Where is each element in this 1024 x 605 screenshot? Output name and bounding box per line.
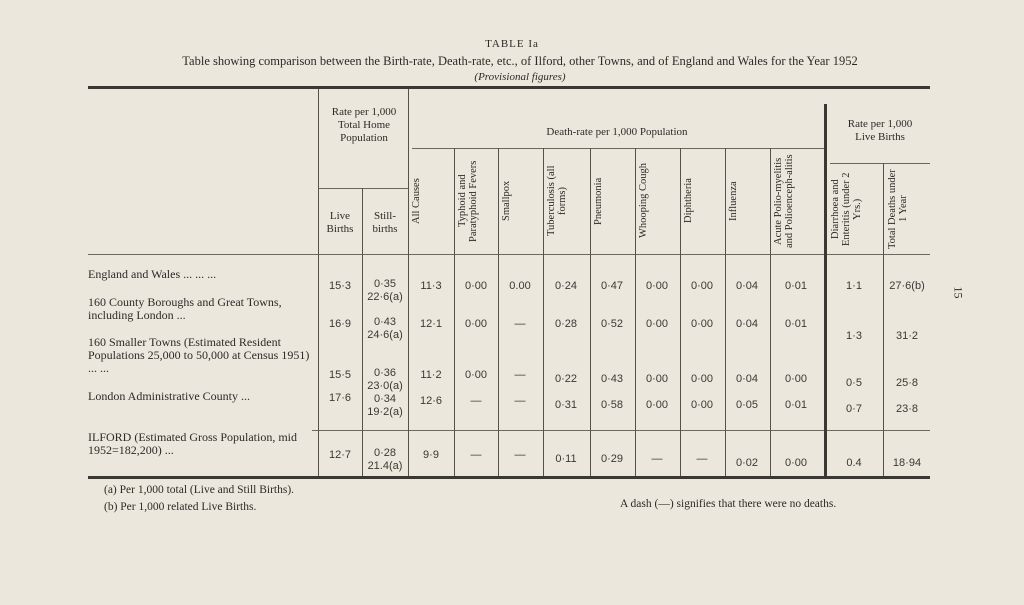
row-label-london: London Administrative County ... <box>88 389 250 403</box>
table-cell: 0·36 <box>373 367 397 379</box>
table-cell: 0·43 <box>600 373 624 385</box>
col-line <box>680 148 681 476</box>
table-cell: 23·0(a) <box>367 380 403 392</box>
table-cell: 31·2 <box>895 330 919 342</box>
table-cell: 27·6(b) <box>889 280 925 292</box>
table-cell: 0·04 <box>735 373 759 385</box>
table-cell: — <box>651 453 663 465</box>
table-cell: 0·00 <box>690 399 714 411</box>
col-line <box>590 148 591 476</box>
row-label-england: England and Wales ... ... ... <box>88 267 217 281</box>
table-cell: 0.4 <box>846 457 862 469</box>
table-cell: 0·35 <box>373 278 397 290</box>
table-cell: 17·6 <box>328 392 352 404</box>
col-line-bold <box>824 104 827 476</box>
group-rule-births <box>830 163 930 164</box>
table-cell: 16·9 <box>328 318 352 330</box>
col-line <box>543 148 544 476</box>
table-cell: 0.00 <box>509 280 531 292</box>
row-label-smaller-towns: 160 Smaller Towns (Estimated Resident Populations 25,000 to 50,000 at Census 1951) ... ... <box>88 335 310 375</box>
group-rule-pop <box>318 188 408 189</box>
col-tuberculosis: Tuberculosis (all forms) <box>546 165 568 237</box>
table-cell: 0·7 <box>846 403 862 415</box>
top-rule <box>88 86 930 89</box>
table-cell: 0·28 <box>373 447 397 459</box>
table-cell: 12·7 <box>328 449 352 461</box>
page-number: 15 <box>951 286 966 299</box>
col-whooping: Whooping Cough <box>638 163 649 239</box>
table-cell: 19·2(a) <box>367 406 403 418</box>
table-cell: 0·00 <box>784 457 808 469</box>
table-cell: 0·00 <box>645 399 669 411</box>
bottom-rule <box>88 476 930 479</box>
table-cell: — <box>470 449 482 461</box>
col-line <box>770 148 771 476</box>
table-title: TABLE Ia <box>485 38 539 50</box>
group-rate-live-births: Rate per 1,000 Live Births <box>847 118 913 143</box>
table-cell: 0·01 <box>784 399 808 411</box>
table-cell: 15·3 <box>328 280 352 292</box>
table-cell: 0·00 <box>464 280 488 292</box>
table-cell: 0·00 <box>464 318 488 330</box>
table-cell: — <box>514 369 526 381</box>
col-diphtheria: Diphtheria <box>683 178 694 224</box>
table-cell: 0·52 <box>600 318 624 330</box>
table-cell: 0·02 <box>735 457 759 469</box>
table-cell: 21.4(a) <box>367 460 403 472</box>
table-cell: — <box>514 318 526 330</box>
row-label-ilford: ILFORD (Estimated Gross Population, mid 1952=182,200) ... <box>88 430 297 457</box>
table-cell: 0·24 <box>554 280 578 292</box>
col-polio: Acute Polio-myelitis and Polioenceph-alitis <box>773 154 795 248</box>
col-line <box>454 148 455 476</box>
table-cell: 18·94 <box>892 457 922 469</box>
col-line <box>725 148 726 476</box>
table-cell: — <box>514 395 526 407</box>
table-cell: 12·1 <box>419 318 443 330</box>
row-label-county-boroughs: 160 County Boroughs and Great Towns, including London ... <box>88 295 282 322</box>
table-cell: 0·34 <box>373 393 397 405</box>
table-cell: — <box>470 395 482 407</box>
table-cell: 0·01 <box>784 280 808 292</box>
table-cell: 23·8 <box>895 403 919 415</box>
table-cell: 0·29 <box>600 453 624 465</box>
col-still-births: Still-births <box>372 210 398 235</box>
table-cell: 0·11 <box>555 453 577 465</box>
header-rule <box>88 254 930 255</box>
table-cell: 12·6 <box>419 395 443 407</box>
col-diarrhoea: Diarrhoea and Enteritis (under 2 Yrs.) <box>830 172 863 246</box>
col-all-causes: All Causes <box>411 178 422 224</box>
table-cell: — <box>514 449 526 461</box>
footnote-dash: A dash (—) signifies that there were no deaths. <box>620 498 837 510</box>
table-cell: 0·00 <box>645 318 669 330</box>
col-infant: Total Deaths under 1 Year <box>887 169 909 249</box>
table-cell: 9·9 <box>423 449 439 461</box>
col-line <box>498 148 499 476</box>
table-cell: 24·6(a) <box>367 329 403 341</box>
ilford-rule <box>312 430 930 431</box>
footnote-a: (a) Per 1,000 total (Live and Still Births). <box>104 484 295 496</box>
table-cell: 0·47 <box>600 280 624 292</box>
table-cell: 0·22 <box>554 373 578 385</box>
table-cell: 15·5 <box>328 369 352 381</box>
col-line <box>635 148 636 476</box>
table-cell: 0·00 <box>690 280 714 292</box>
table-cell: 0·00 <box>645 280 669 292</box>
table-cell: 0·04 <box>735 280 759 292</box>
table-cell: 22·6(a) <box>367 291 403 303</box>
table-cell: 11·2 <box>420 369 442 381</box>
table-cell: 0·04 <box>735 318 759 330</box>
provisional-note: (Provisional figures) <box>474 71 566 83</box>
table-cell: 11·3 <box>420 280 442 292</box>
table-cell: 0·00 <box>464 369 488 381</box>
table-cell: 0·00 <box>784 373 808 385</box>
table-cell: 25·8 <box>895 377 919 389</box>
group-rate-population: Rate per 1,000 Total Home Population <box>331 106 397 144</box>
table-cell: 0·58 <box>600 399 624 411</box>
footnote-b: (b) Per 1,000 related Live Births. <box>104 501 257 513</box>
col-smallpox: Smallpox <box>501 180 512 222</box>
table-cell: 0·01 <box>784 318 808 330</box>
table-cell: 0·5 <box>846 377 862 389</box>
table-cell: 0·00 <box>690 373 714 385</box>
table-cell: 0·05 <box>735 399 759 411</box>
col-live-births: Live Births <box>326 210 354 235</box>
col-influenza: Influenza <box>728 181 739 221</box>
table-cell: 0·00 <box>645 373 669 385</box>
table-cell: 0·00 <box>690 318 714 330</box>
table-cell: 1·1 <box>846 280 862 292</box>
table-cell: 0·28 <box>554 318 578 330</box>
table-cell: 1·3 <box>846 330 862 342</box>
table-cell: 0·43 <box>373 316 397 328</box>
col-typhoid: Typhoid and Paratyphoid Fevers <box>457 160 479 242</box>
table-cell: — <box>696 453 708 465</box>
group-death-rate: Death-rate per 1,000 Population <box>546 126 688 138</box>
table-cell: 0·31 <box>554 399 578 411</box>
group-rule-death <box>412 148 826 149</box>
col-line <box>883 163 884 476</box>
col-pneumonia: Pneumonia <box>593 177 604 225</box>
table-subtitle <box>90 54 950 85</box>
subtitle-text: Table showing comparison between the Birth-rate, Death-rate, etc., of Ilford, other Towns, and of England and Wales for the Year 1952 <box>182 54 858 68</box>
